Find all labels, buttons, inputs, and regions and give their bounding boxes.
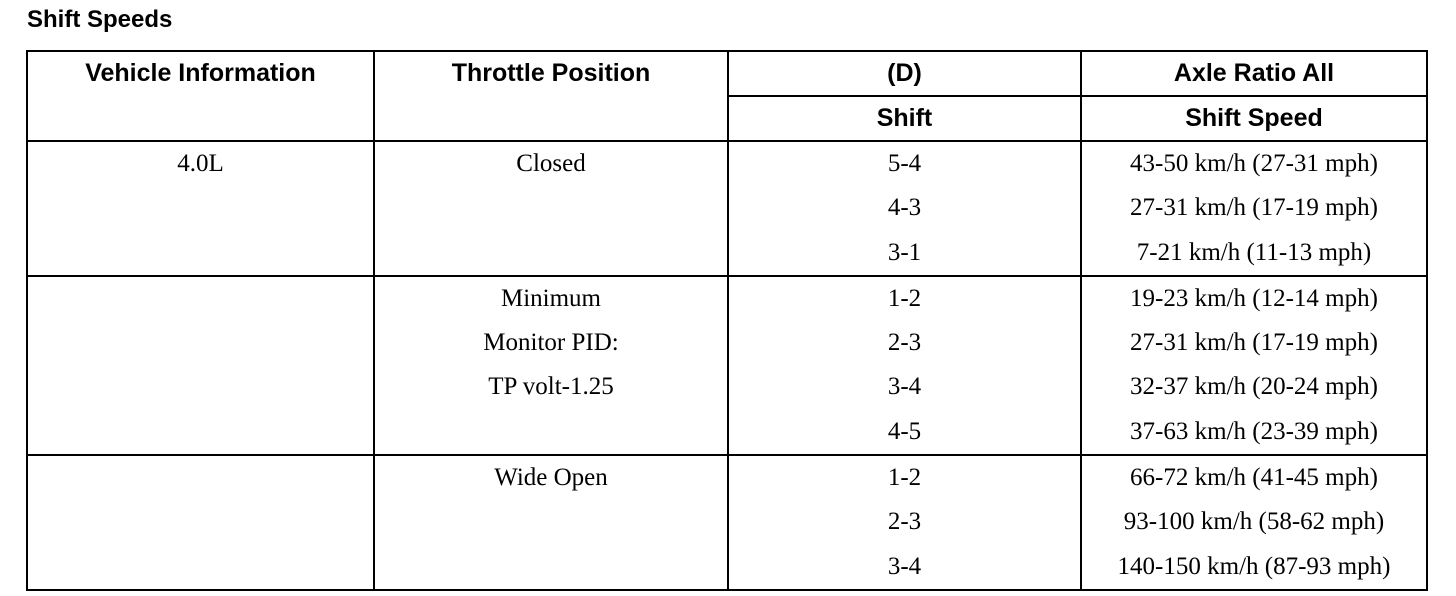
throttle-label: Monitor PID: xyxy=(483,329,619,357)
shift-speed-value: 19-23 km/h (12-14 mph) xyxy=(1130,284,1378,312)
table-row-closed xyxy=(27,141,1427,276)
shift-speed-value: 27-31 km/h (17-19 mph) xyxy=(1130,194,1378,222)
shift-value: 1-2 xyxy=(887,464,922,492)
throttle-cell xyxy=(374,455,728,590)
shift-speed-value: 27-31 km/h (17-19 mph) xyxy=(1130,329,1378,357)
header-vehicle-information: Vehicle Information xyxy=(27,51,374,141)
throttle-label: Closed xyxy=(516,150,586,177)
shift-value: 2-3 xyxy=(887,329,922,357)
shift-value: 4-5 xyxy=(887,417,922,445)
table-row-minimum xyxy=(27,276,1427,455)
shift-cell xyxy=(728,455,1081,590)
throttle-cell xyxy=(374,276,728,455)
vehicle-cell xyxy=(27,141,374,276)
throttle-label: Minimum xyxy=(500,284,601,312)
header-shift-speed: Shift Speed xyxy=(1081,96,1427,141)
vehicle-label xyxy=(28,456,373,500)
throttle-label: Wide Open xyxy=(494,464,608,492)
throttle-label: TP volt-1.25 xyxy=(488,373,614,401)
shift-speed-value: 7-21 km/h (11-13 mph) xyxy=(1136,238,1372,266)
shift-speed-value: 32-37 km/h (20-24 mph) xyxy=(1130,373,1378,401)
shift-speeds-table xyxy=(26,50,1428,591)
shift-value: 5-4 xyxy=(887,150,922,177)
shift-speed-cell xyxy=(1081,276,1427,455)
shift-cell xyxy=(728,276,1081,455)
shift-cell xyxy=(728,141,1081,276)
shift-value: 3-4 xyxy=(887,552,922,580)
shift-value: 2-3 xyxy=(887,508,922,536)
header-axle-ratio: Axle Ratio All xyxy=(1081,51,1427,96)
page-title: Shift Speeds xyxy=(27,6,173,33)
shift-speed-value: 43-50 km/h (27-31 mph) xyxy=(1130,150,1378,177)
header-shift: Shift xyxy=(728,96,1081,141)
header-row-top xyxy=(27,51,1427,96)
vehicle-cell xyxy=(27,276,374,455)
shift-speed-value: 37-63 km/h (23-39 mph) xyxy=(1130,417,1378,445)
shift-speed-value: 140-150 km/h (87-93 mph) xyxy=(1117,552,1391,580)
shift-value: 4-3 xyxy=(887,194,922,222)
shift-speed-value: 93-100 km/h (58-62 mph) xyxy=(1123,508,1385,536)
table-row-wide-open xyxy=(27,455,1427,590)
shift-value: 3-4 xyxy=(887,373,922,401)
header-d: (D) xyxy=(728,51,1081,96)
vehicle-label xyxy=(28,277,373,321)
shift-speed-cell xyxy=(1081,455,1427,590)
shift-speed-cell xyxy=(1081,141,1427,276)
shift-speed-value: 66-72 km/h (41-45 mph) xyxy=(1130,464,1378,492)
shift-value: 3-1 xyxy=(887,238,922,266)
throttle-cell xyxy=(374,141,728,276)
header-throttle-position: Throttle Position xyxy=(374,51,728,141)
vehicle-cell xyxy=(27,455,374,590)
shift-value: 1-2 xyxy=(887,284,922,312)
vehicle-label: 4.0L xyxy=(177,150,224,177)
